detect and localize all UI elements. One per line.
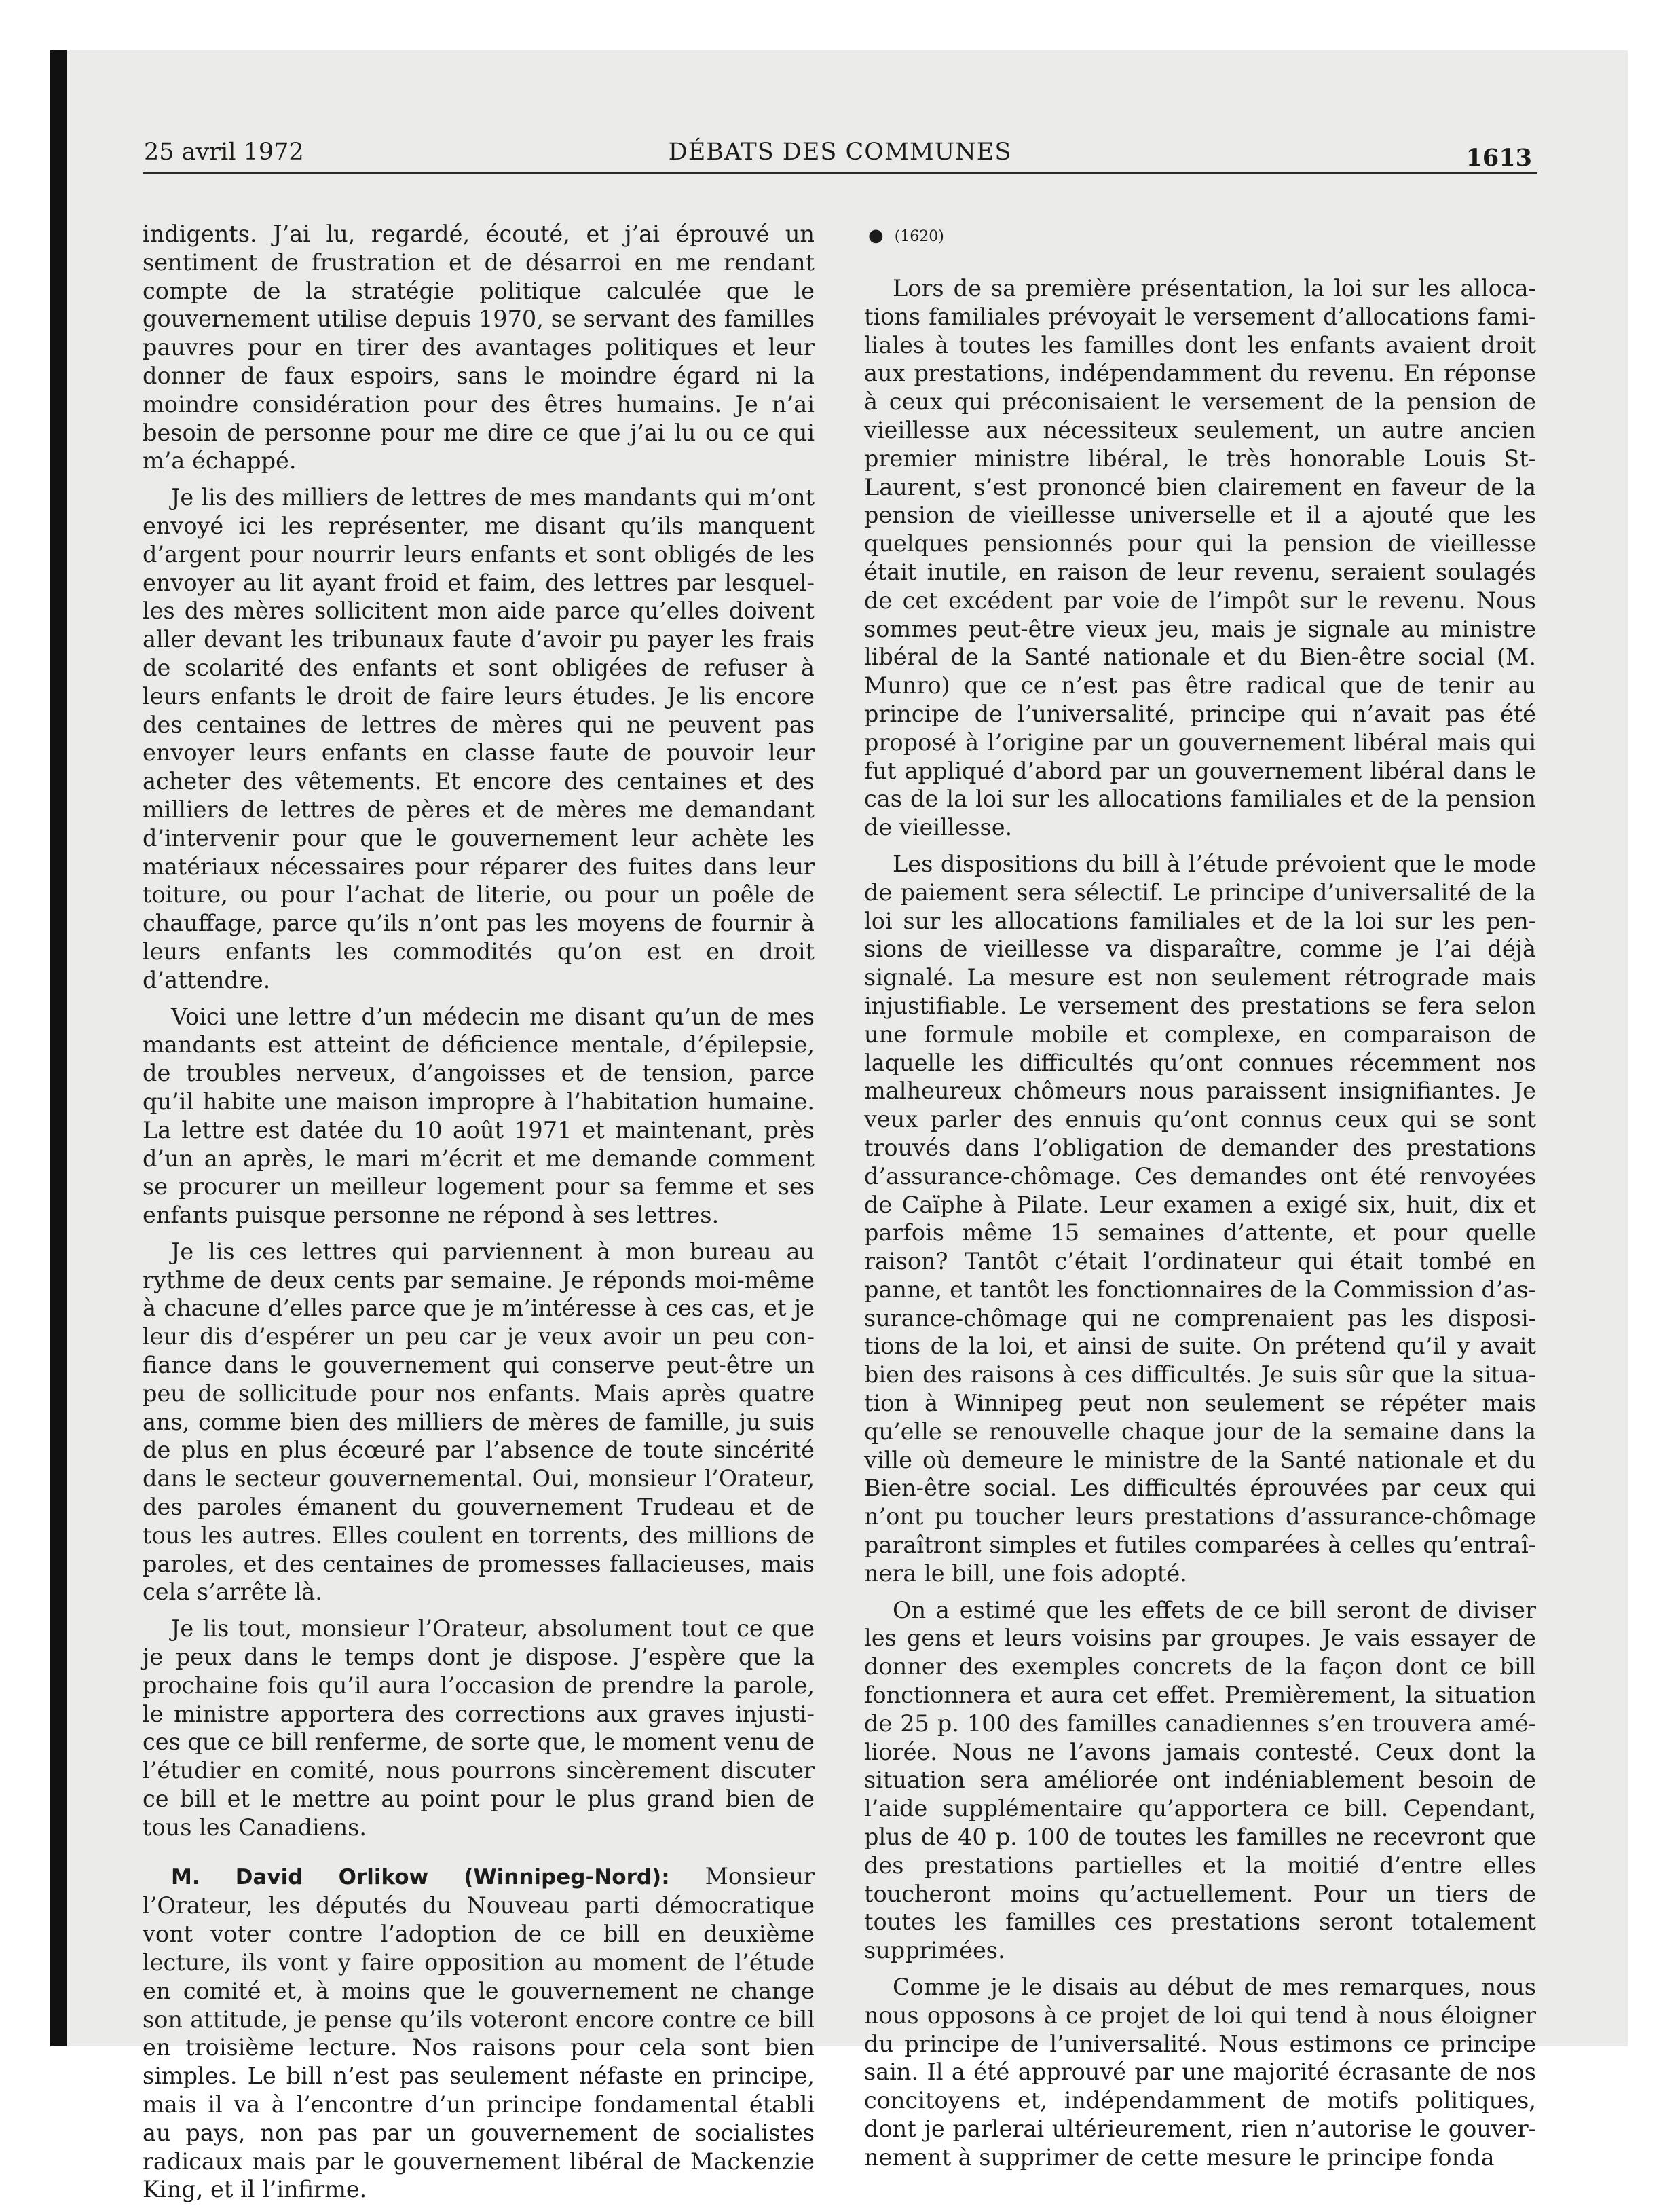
document-page bbox=[143, 133, 1537, 2203]
page-number: 1613 bbox=[1466, 144, 1532, 172]
paragraph: Je lis des milliers de lettres de mes mandants qui m’ont envoyé ici les représenter, me disant qu’ils manquent d’argent pour nourrir leurs enfants et sont obligés de les envoyer au lit ayant froid et faim, des lettres par lesquelles des mères sollicitent mon aide parce qu’elles doivent aller devant les tribunaux faute d’avoir pu payer les frais de scolarité des enfants et sont obligées de refuser à leurs enfants le droit de faire leurs études. Je lis encore des centaines de lettres de mères qui ne peuvent pas envoyer leurs enfants en classe faute de pouvoir leur acheter des vêtements. Et encore des centaines et des milliers de lettres de pères et de mères me demandant d’intervenir pour que le gouvernement leur achète les matériaux nécessaires pour réparer des fuites dans leur toiture, ou pour l’achat de literie, ou pour un poêle de chauffage, parce qu’ils n’ont pas les moyens de fournir à leurs enfants les commodités qu’on est en droit d’attendre. bbox=[143, 484, 815, 993]
timestamp: (1620) bbox=[894, 228, 944, 245]
right-column bbox=[864, 225, 1536, 2180]
paragraph: Lors de sa première présentation, la loi sur les allocations familiales prévoyait le versement d’allocations familiales à toutes les familles dont les enfants avaient droit aux prestations, indépendamment du revenu. En réponse à ceux qui préconisaient le versement de la pension de vieillesse aux nécessiteux seulement, un autre ancien premier ministre libéral, le très honorable Louis St-Laurent, s’est prononcé bien clairement en faveur de la pension de vieillesse universelle et il a ajouté que les quelques pensionnés pour qui la pension de vieillesse était inutile, en raison de leur revenu, seraient soulagés de cet excédent par voie de l’impôt sur le revenu. Nous sommes peut-être vieux jeu, mais je signale au ministre libéral de la Santé nationale et du Bien-être social (M. Munro) que ce n’est pas être radical que de tenir au principe de l’universalité, principe qui n’avait pas été proposé à l’origine par un gouvernement libéral mais qui fut appliqué d’abord par un gouvernement libéral dans le cas de la loi sur les allocations familiales et de la pension de vieillesse. bbox=[864, 275, 1536, 841]
left-column bbox=[143, 220, 815, 2212]
timestamp-marker bbox=[868, 225, 1536, 247]
bullet-icon: ● bbox=[868, 225, 884, 246]
paragraph: Les dispositions du bill à l’étude prévoient que le mode de paiement sera sélectif. Le principe d’universalité de la loi sur les allocations familiales et de la loi sur les pensions de vieillesse va disparaître, comme je l’ai déjà signalé. La mesure est non seulement rétrograde mais injustifiable. Le versement des prestations se fera selon une formule mobile et complexe, en comparaison de laquelle les difficultés qu’ont connues récemment nos malheureux chômeurs nous paraissent insignifiantes. Je veux parler des ennuis qu’ont connus ceux qui se sont trouvés dans l’obligation de demander des prestations d’assurance-chômage. Ces demandes ont été renvoyées de Caïphe à Pilate. Leur examen a exigé six, huit, dix et parfois même 15 semaines d’attente, et pour quelle raison? Tantôt c’était l’ordinateur qui était tombé en panne, et tantôt les fonctionnaires de la Commission d’assurance-chômage qui ne comprenaient pas les dispositions de la loi, et ainsi de suite. On prétend qu’il y avait bien des raisons à ces difficultés. Je suis sûr que la situation à Winnipeg peut non seulement se répéter mais qu’elle se renouvelle chaque jour de la semaine dans la ville où demeure le ministre de la Santé nationale et du Bien-être social. Les difficultés éprouvées par ceux qui n’ont pu toucher leurs prestations d’assurance-chômage paraîtront simples et futiles comparées à celles qu’entraînera le bill, une fois adopté. bbox=[864, 850, 1536, 1587]
paragraph: Je lis ces lettres qui parviennent à mon bureau au rythme de deux cents par semaine. Je réponds moi-même à chacune d’elles parce que je m’intéresse à ces cas, et je leur dis d’espérer un peu car je veux avoir un peu confiance dans le gouvernement qui conserve peut-être un peu de sollicitude pour nos enfants. Mais après quatre ans, comme bien des milliers de mères de famille, ju suis de plus en plus écœuré par l’absence de toute sincérité dans le secteur gouvernemental. Oui, monsieur l’Orateur, des paroles émanent du gouvernement Trudeau et de tous les autres. Elles coulent en torrents, des millions de paroles, et des centaines de promesses fallacieuses, mais cela s’arrête là. bbox=[143, 1238, 815, 1606]
speech-text: Monsieur l’Orateur, les députés du Nouveau parti démocratique vont voter contre l’adoption de ce bill en deuxième lecture, ils vont y faire opposition au moment de l’étude en comité et, à moins que le gouvernement ne change son attitude, je pense qu’ils voteront encore contre ce bill en troisième lecture. Nos raisons pour cela sont bien simples. Le bill n’est pas seulement néfaste en principe, mais il va à l’encontre d’un principe fondamental établi au pays, non pas par un gouvernement de socialistes radicaux mais par le gouvernement libéral de Mackenzie King, et il l’infirme. bbox=[143, 1862, 815, 2203]
paragraph: Comme je le disais au début de mes remarques, nous nous opposons à ce projet de loi qui tend à nous éloigner du principe de l’universalité. Nous estimons ce principe sain. Il a été approuvé par une majorité écrasante de nos concitoyens et, indépendamment de motifs politiques, dont je parlerai ultérieurement, rien n’autorise le gouvernement à supprimer de cette mesure le principe fonda bbox=[864, 1974, 1536, 2171]
header-title: DÉBATS DES COMMUNES bbox=[668, 139, 1012, 166]
paragraph: Voici une lettre d’un médecin me disant qu’un de mes mandants est atteint de déficience mentale, d’épilepsie, de troubles nerveux, d’angoisses et de tension, parce qu’il habite une maison impropre à l’habitation humaine. La lettre est datée du 10 août 1971 et maintenant, près d’un an après, le mari m’écrit et me demande comment se procurer un meilleur logement pour sa femme et ses enfants puisque personne ne répond à ses lettres. bbox=[143, 1003, 815, 1229]
scan-edge bbox=[50, 50, 67, 2046]
paragraph: indigents. J’ai lu, regardé, écouté, et j’ai éprouvé un sentiment de frustration et de désarroi en me rendant compte de la stratégie politique calculée que le gouvernement utilise depuis 1970, se servant des familles pauvres pour en tirer des avantages politiques et leur donner de faux espoirs, sans le moindre égard ni la moindre considération pour des êtres humains. Je n’ai besoin de personne pour me dire ce que j’ai lu ou ce qui m’a échappé. bbox=[143, 221, 815, 475]
paragraph: Je lis tout, monsieur l’Orateur, absolument tout ce que je peux dans le temps dont je dispose. J’espère que la prochaine fois qu’il aura l’occasion de prendre la parole, le ministre apportera des corrections aux graves injustices que ce bill renferme, de sorte que, le moment venu de l’étudier en comité, nous pourrons sincèrement discuter ce bill et le mettre au point pour le plus grand bien de tous les Canadiens. bbox=[143, 1615, 815, 1841]
speech-paragraph bbox=[143, 1862, 815, 2205]
speaker-name: M. David Orlikow (Winnipeg-Nord): bbox=[171, 1864, 670, 1890]
header-date: 25 avril 1972 bbox=[144, 139, 304, 166]
page-header bbox=[143, 133, 1537, 174]
paragraph: On a estimé que les effets de ce bill seront de diviser les gens et leurs voisins par groupes. Je vais essayer de donner des exemples concrets de la façon dont ce bill fonctionnera et aura cet effet. Premièrement, la situation de 25 p. 100 des familles canadiennes s’en trouvera améliorée. Nous ne l’avons jamais contesté. Ceux dont la situation sera améliorée ont indéniablement besoin de l’aide supplémentaire qu’apportera ce bill. Cependant, plus de 40 p. 100 de toutes les familles ne recevront que des prestations partielles et la moitié d’entre elles toucheront moins qu’actuellement. Pour un tiers de toutes les familles ces prestations seront totalement supprimées. bbox=[864, 1596, 1536, 1964]
